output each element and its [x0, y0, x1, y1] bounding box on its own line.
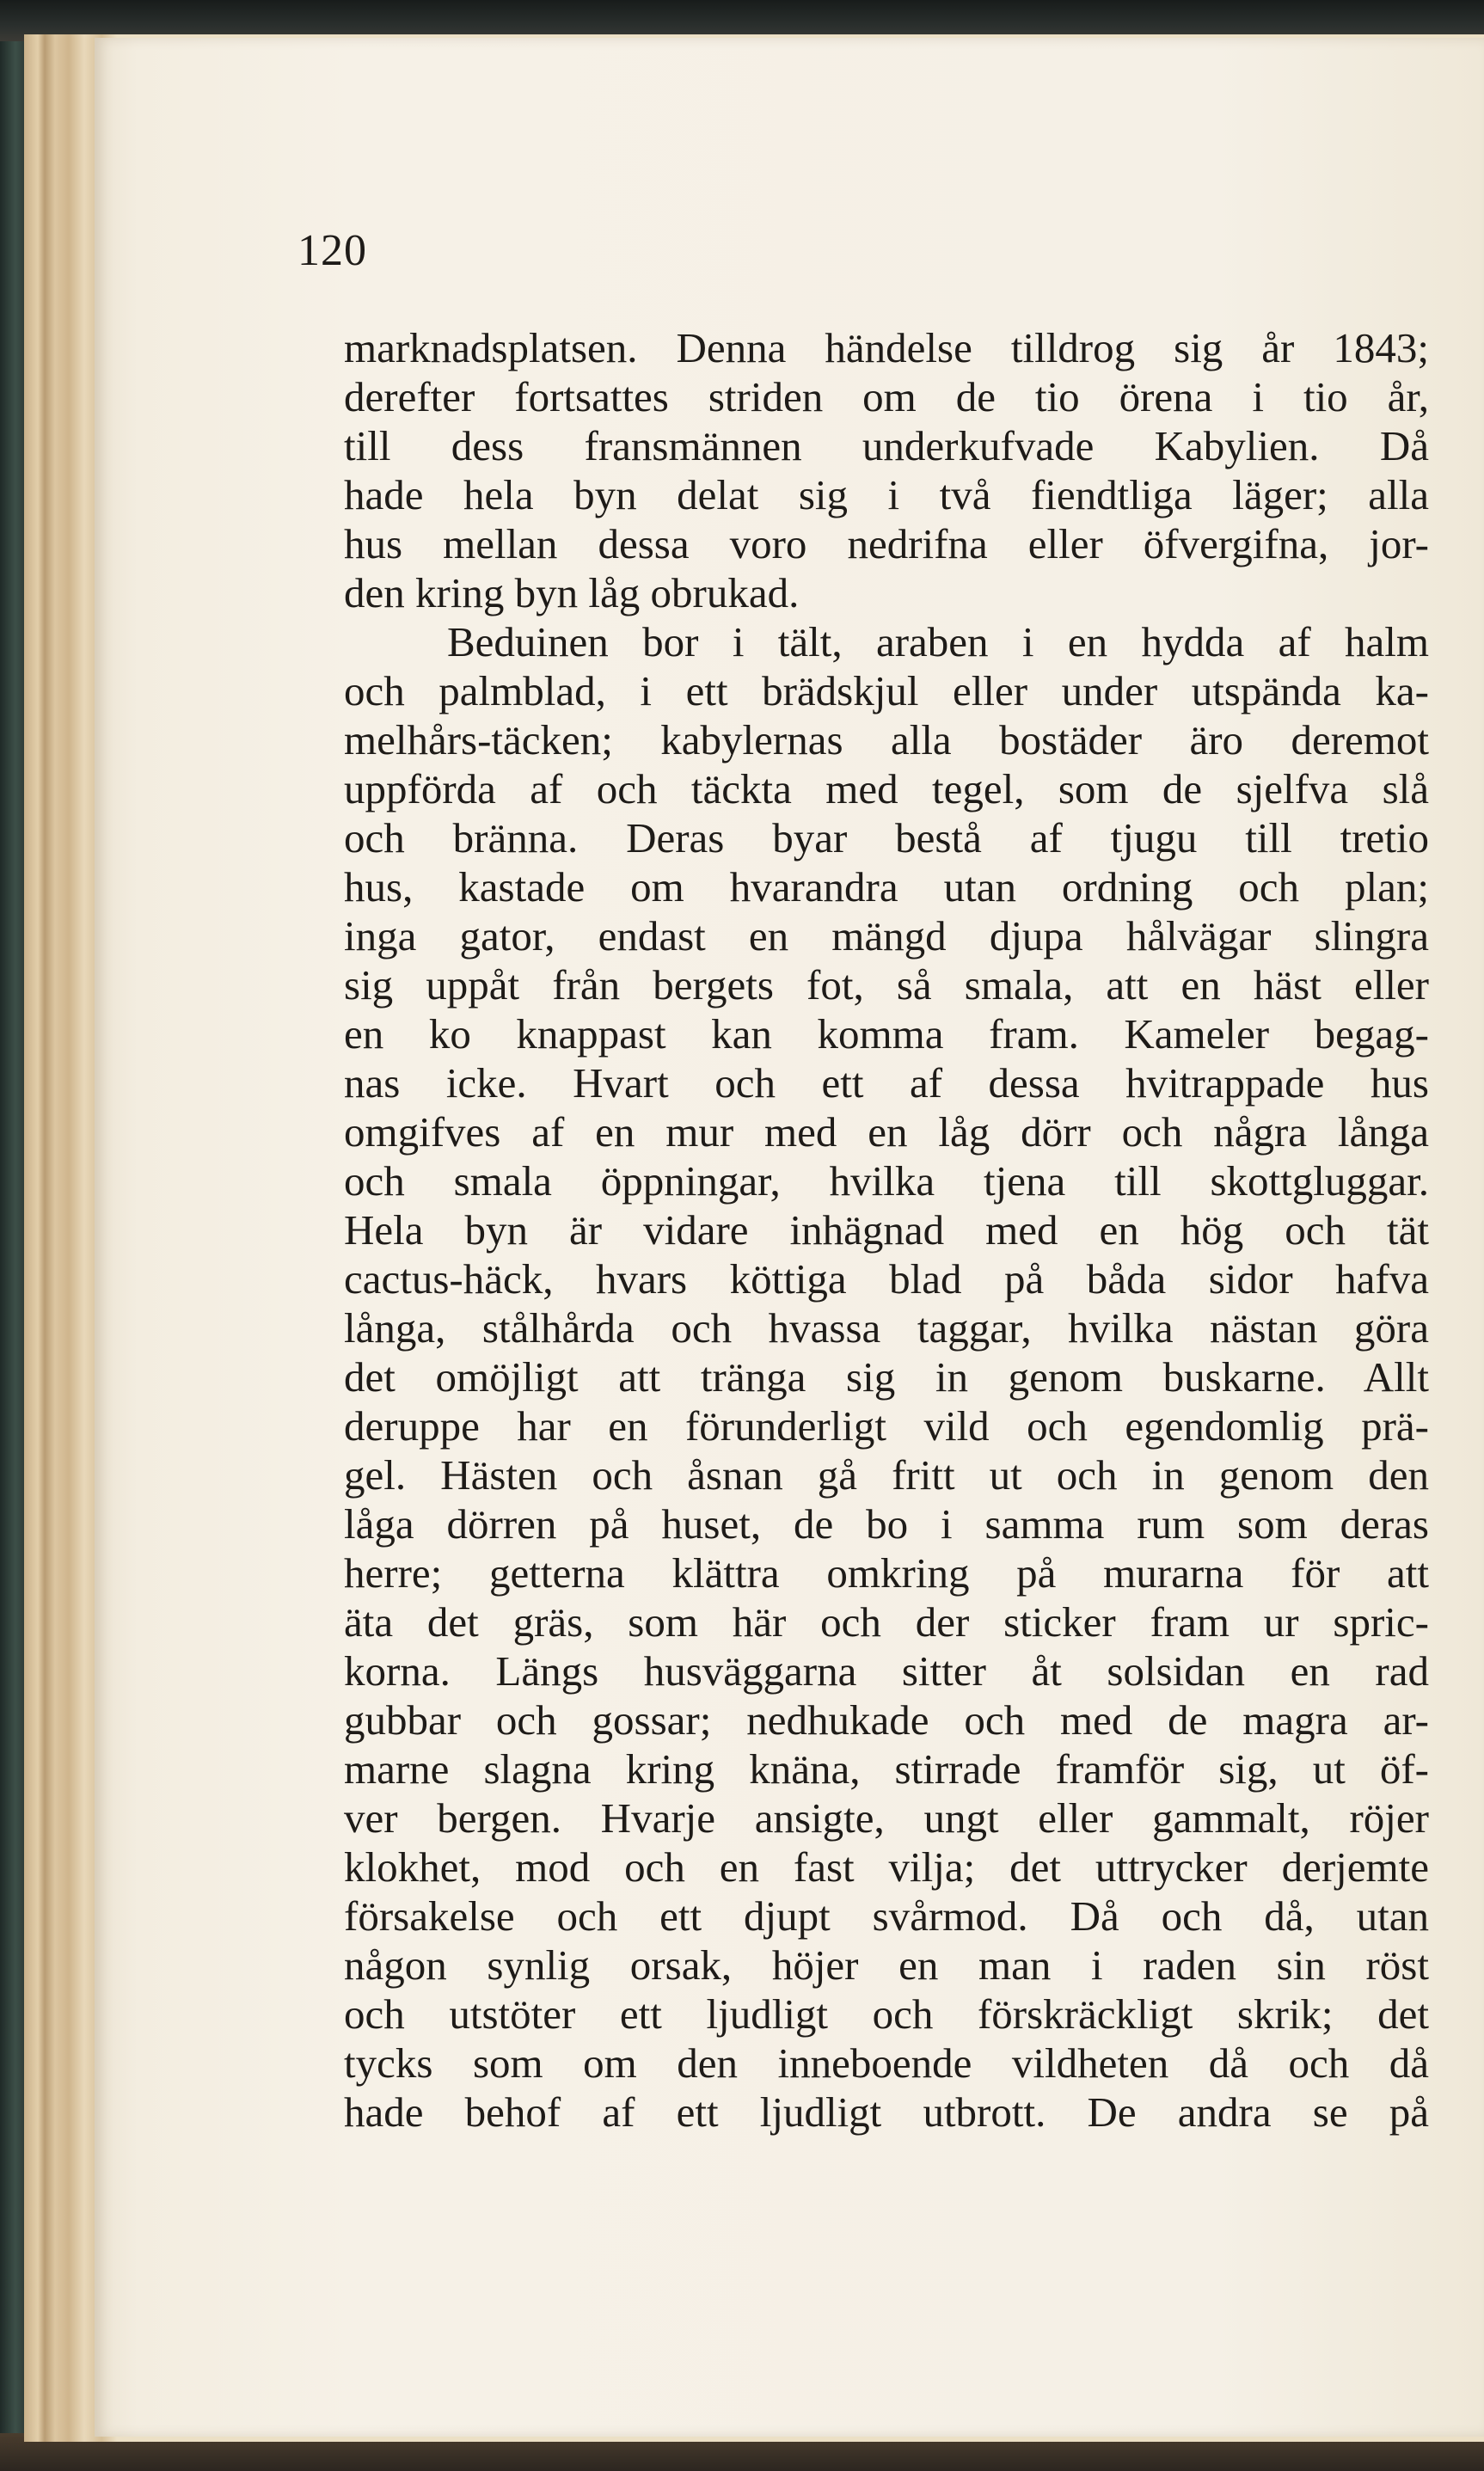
text-line: ver bergen. Hvarje ansigte, ungt eller gammalt, röjer: [344, 1794, 1429, 1842]
text-line: melhårs-täcken; kabylernas alla bostäder äro deremot: [344, 716, 1429, 763]
text-line: försakelse och ett djupt svårmod. Då och då, utan: [344, 1892, 1429, 1940]
text-line: långa, stålhårda och hvassa taggar, hvilka nästan göra: [344, 1304, 1429, 1352]
body-text: [344, 323, 1429, 2137]
text-line: låga dörren på huset, de bo i samma rum som deras: [344, 1500, 1429, 1548]
text-line: omgifves af en mur med en låg dörr och några långa: [344, 1108, 1429, 1156]
text-line: nas icke. Hvart och ett af dessa hvitrappade hus: [344, 1059, 1429, 1107]
text-line: sig uppåt från bergets fot, så smala, att en häst eller: [344, 961, 1429, 1009]
text-line: klokhet, mod och en fast vilja; det uttrycker derjemte: [344, 1843, 1429, 1891]
text-line: hade hela byn delat sig i två fiendtliga läger; alla: [344, 471, 1429, 518]
text-line: Beduinen bor i tält, araben i en hydda af halm: [447, 618, 1429, 665]
text-line: uppförda af och täckta med tegel, som de sjelfva slå: [344, 765, 1429, 812]
text-line: Hela byn är vidare inhägnad med en hög och tät: [344, 1206, 1429, 1254]
text-line: den kring byn låg obrukad.: [344, 569, 800, 616]
text-line: till dess fransmännen underkufvade Kabylien. Då: [344, 422, 1429, 469]
text-line: marne slagna kring knäna, stirrade framför sig, ut öf-: [344, 1745, 1429, 1793]
text-line: cactus-häck, hvars köttiga blad på båda sidor hafva: [344, 1255, 1429, 1303]
text-line: gel. Hästen och åsnan gå fritt ut och in genom den: [344, 1451, 1429, 1499]
text-line: och palmblad, i ett brädskjul eller under utspända ka-: [344, 667, 1429, 714]
text-line: någon synlig orsak, höjer en man i raden sin röst: [344, 1941, 1429, 1989]
page-number: 120: [297, 226, 367, 275]
text-line: och smala öppningar, hvilka tjena till skottgluggar.: [344, 1157, 1429, 1205]
text-line: gubbar och gossar; nedhukade och med de magra ar-: [344, 1696, 1429, 1744]
text-line: deruppe har en förunderligt vild och egendomlig prä-: [344, 1402, 1429, 1450]
text-line: hus, kastade om hvarandra utan ordning och plan;: [344, 863, 1429, 911]
text-line: korna. Längs husväggarna sitter åt solsidan en rad: [344, 1647, 1429, 1695]
text-line: derefter fortsattes striden om de tio örena i tio år,: [344, 373, 1429, 420]
text-line: och bränna. Deras byar bestå af tjugu till tretio: [344, 814, 1429, 861]
text-line: hus mellan dessa voro nedrifna eller öfvergifna, jor-: [344, 520, 1429, 567]
text-line: herre; getterna klättra omkring på murarna för att: [344, 1549, 1429, 1597]
text-line: det omöjligt att tränga sig in genom buskarne. Allt: [344, 1353, 1429, 1401]
text-line: tycks som om den inneboende vildheten då och då: [344, 2039, 1429, 2087]
text-line: äta det gräs, som här och der sticker fram ur spric-: [344, 1598, 1429, 1646]
text-line: marknadsplatsen. Denna händelse tilldrog sig år 1843;: [344, 324, 1429, 371]
text-line: inga gator, endast en mängd djupa hålvägar slingra: [344, 912, 1429, 960]
text-line: hade behof af ett ljudligt utbrott. De andra se på: [344, 2088, 1429, 2136]
text-line: och utstöter ett ljudligt och förskräckligt skrik; det: [344, 1990, 1429, 2038]
text-line: en ko knappast kan komma fram. Kameler begag-: [344, 1010, 1429, 1058]
